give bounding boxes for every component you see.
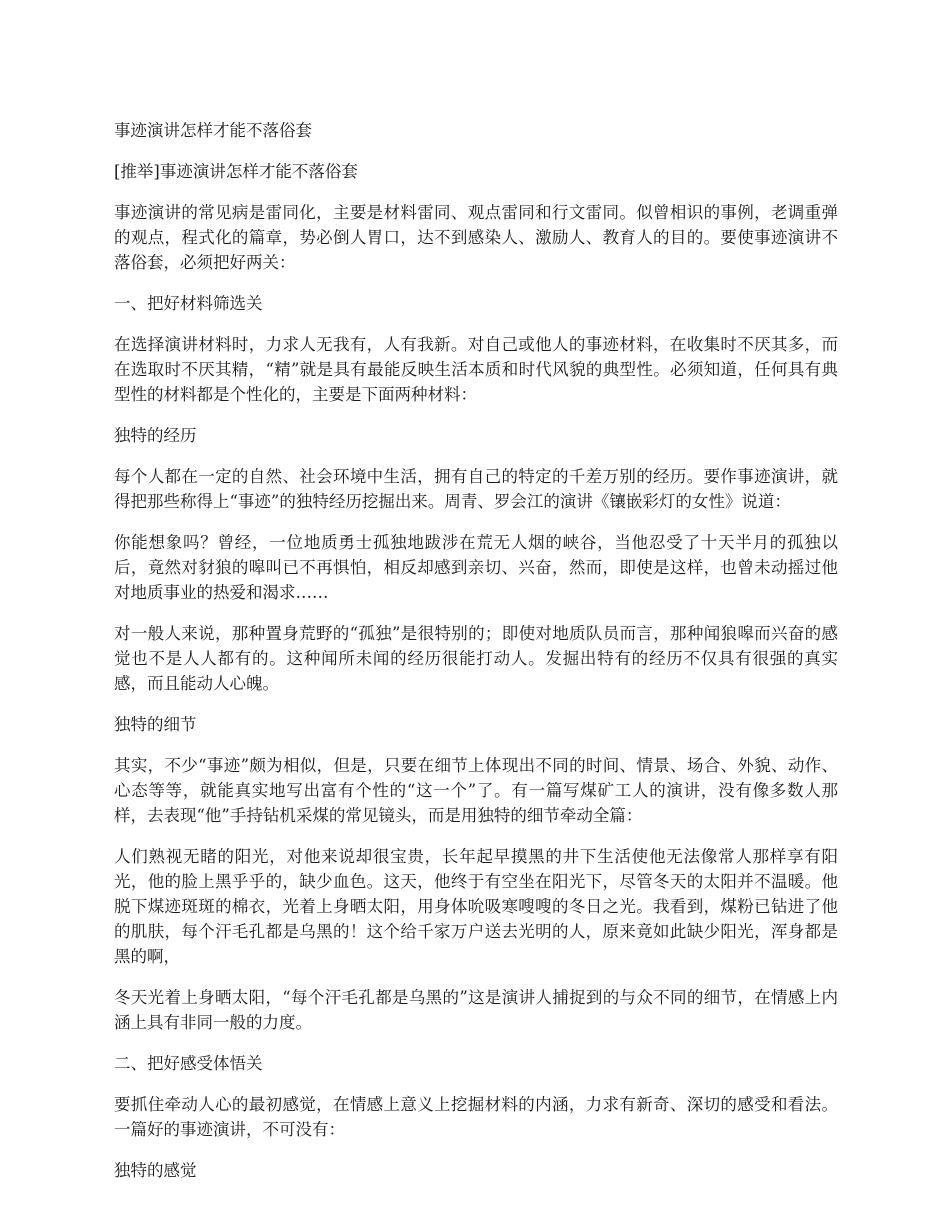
document-subtitle: [推举]事迹演讲怎样才能不落俗套: [114, 162, 358, 181]
subheading-unique-detail: 独特的细节: [114, 715, 197, 734]
section-heading-material: 一、把好材料筛选关: [114, 294, 263, 313]
subheading-unique-feeling: 独特的感觉: [114, 1161, 197, 1180]
document-page: [114, 118, 838, 1199]
section-heading-feeling: 二、把好感受体悟关: [114, 1054, 263, 1073]
experience-analysis: 对一般人来说，那种置身荒野的“孤独”是很特别的；即使对地质队员而言，那种闻狼嗥而兴奋的感觉也不是人人都有的。这种闻所未闻的经历很能打动人。发掘出特有的经历不仅具有很强的真实感，而且能动人心魄。: [114, 624, 838, 693]
experience-quote: 你能想象吗？曾经，一位地质勇士孤独地跋涉在荒无人烟的峡谷，当他忍受了十天半月的孤独以后，竟然对豺狼的嗥叫已不再惧怕，相反却感到亲切、兴奋，然而，即使是这样，也曾未动摇过他对地质事业的热爱和渴求……: [114, 533, 838, 602]
material-paragraph: 在选择演讲材料时，力求人无我有，人有我新。对自己或他人的事迹材料，在收集时不厌其多，而在选取时不厌其精，“精”就是具有最能反映生活本质和时代风貌的典型性。必须知道，任何具有典型性的材料都是个性化的，主要是下面两种材料：: [114, 335, 838, 404]
intro-paragraph: 事迹演讲的常见病是雷同化，主要是材料雷同、观点雷同和行文雷同。似曾相识的事例，老调重弹的观点，程式化的篇章，势必倒人胃口，达不到感染人、激励人、教育人的目的。要使事迹演讲不落俗套，必须把好两关：: [114, 203, 838, 272]
detail-quote: 人们熟视无睹的阳光，对他来说却很宝贵，长年起早摸黑的井下生活使他无法像常人那样享有阳光，他的脸上黑乎乎的，缺少血色。这天，他终于有空坐在阳光下，尽管冬天的太阳并不温暖。他脱下煤迹斑斑的棉衣，光着上身晒太阳，用身体吮吸寒嗖嗖的冬日之光。我看到，煤粉已钻进了他的肌肤，每个汗毛孔都是乌黑的！这个给千家万户送去光明的人，原来竟如此缺少阳光，浑身都是黑的啊，: [114, 847, 838, 966]
detail-analysis: 冬天光着上身晒太阳，“每个汗毛孔都是乌黑的”这是演讲人捕捉到的与众不同的细节，在情感上内涵上具有非同一般的力度。: [114, 988, 838, 1032]
feeling-paragraph: 要抓住牵动人心的最初感觉，在情感上意义上挖掘材料的内涵，力求有新奇、深切的感受和看法。一篇好的事迹演讲，不可没有：: [114, 1095, 838, 1139]
document-title: 事迹演讲怎样才能不落俗套: [114, 121, 312, 140]
detail-paragraph: 其实，不少“事迹”颇为相似，但是，只要在细节上体现出不同的时间、情景、场合、外貌、动作、心态等等，就能真实地写出富有个性的“这一个”了。有一篇写煤矿工人的演讲，没有像多数人那样，去表现“他”手持钻机采煤的常见镜头，而是用独特的细节牵动全篇：: [114, 756, 838, 825]
subheading-unique-experience: 独特的经历: [114, 426, 197, 445]
experience-paragraph: 每个人都在一定的自然、社会环境中生活，拥有自己的特定的千差万别的经历。要作事迹演讲，就得把那些称得上“事迹”的独特经历挖掘出来。周青、罗会江的演讲《镶嵌彩灯的女性》说道：: [114, 467, 838, 511]
